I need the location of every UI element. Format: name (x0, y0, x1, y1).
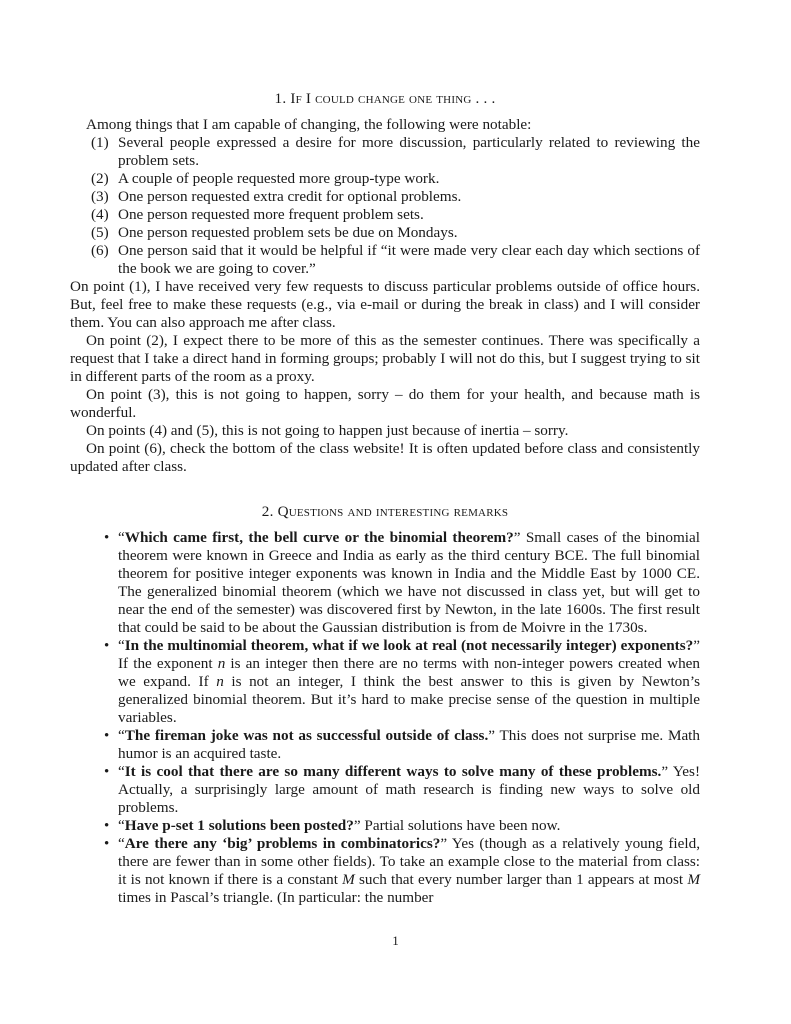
answer-text: This does not surprise me. Math humor is an acquired taste. (118, 727, 700, 762)
list-item: (5) One person requested problem sets be due on Mondays. (91, 224, 458, 241)
question-text: The fireman joke was not as successful outside of class. (124, 727, 489, 744)
paragraph-point-2: On point (2), I expect there to be more of this as the semester continues. There was specifically a request that I take a direct hand in forming groups; probably I will not do this, but I suggest trying to sit in different parts of the room as a proxy. (70, 332, 700, 385)
list-item: • “Have p-set 1 solutions been posted?” Partial solutions have been now. (104, 817, 561, 834)
answer-text: Small cases of the binomial theorem were known in Greece and India as early as the third century BCE. The full binomial theorem for positive integer exponents was known in India and the Middle East by 1000 CE. The generalized binomial theorem (which we have not discussed in class yet, but will get to near the end of the semester) was discovered first by Newton, in the late 1600s. The first result that could be said to be about the Gaussian distribution is from de Moivre in the 1730s. (118, 529, 700, 636)
change-requests-list (70, 134, 700, 278)
math-variable: n (216, 673, 224, 690)
question-text: Which came first, the bell curve or the binomial theorem? (124, 529, 514, 546)
bullet-icon: • (104, 836, 110, 852)
question-text: It is cool that there are so many different ways to solve many of these problems. (124, 763, 662, 780)
document-page (70, 88, 700, 907)
paragraph-point-3: On point (3), this is not going to happen, sorry – do them for your health, and because math is wonderful. (70, 386, 700, 421)
list-item: (6) One person said that it would be helpful if “it were made very clear each day which sections of the book we are going to cover.” (91, 242, 700, 277)
bullet-icon: • (104, 728, 110, 744)
question-text: Are there any ‘big’ problems in combinatorics? (124, 835, 441, 852)
answer-text: Yes! Actually, a surprisingly large amount of math research is finding new ways to solve old problems. (118, 763, 701, 816)
question-text: Have p-set 1 solutions been posted? (124, 817, 354, 834)
page-number: 1 (392, 933, 399, 948)
section-1-intro: Among things that I am capable of changing, the following were notable: (86, 116, 532, 133)
questions-list (70, 529, 700, 907)
list-item: • “Which came first, the bell curve or the binomial theorem?” Small cases of the binomial theorem were known in Greece and India as early as the third century BCE. The full binomial theorem for positive integer exponents was known in India and the Middle East by 1000 CE. The generalized binomial theorem (which we have not discussed in class yet, but will get to near the end of the semester) was discovered first by Newton, in the late 1600s. The first result that could be said to be about the Gaussian distribution is from de Moivre in the 1730s. (104, 529, 700, 636)
bullet-icon: • (104, 530, 110, 546)
section-1-title: 1. If I could change one thing . . . (274, 90, 496, 107)
paragraph-point-1: On point (1), I have received very few requests to discuss particular problems outside of office hours. But, feel free to make these requests (e.g., via e-mail or during the break in class) and I will consider them. You can also approach me after class. (70, 278, 700, 331)
list-item: (3) One person requested extra credit for optional problems. (91, 188, 462, 205)
math-variable: M (342, 871, 355, 888)
list-item: (1) Several people expressed a desire for more discussion, particularly related to reviewing the problem sets. (91, 134, 700, 169)
bullet-icon: • (104, 764, 110, 780)
bullet-icon: • (104, 818, 110, 834)
paragraph-point-6: On point (6), check the bottom of the class website! It is often updated before class and consistently updated after class. (70, 440, 700, 475)
math-variable: n (217, 655, 226, 672)
list-item: • “Are there any ‘big’ problems in combinatorics?” Yes (though as a relatively young field, there are fewer than in some other fields). To take an example close to the material from class: it is not known if there is a constant M such that every number larger than 1 appears at most M times in Pascal’s triangle. (In particular: the number (104, 835, 700, 906)
answer-text: Partial solutions have been now. (360, 817, 561, 834)
bullet-icon: • (104, 638, 110, 654)
list-item: (2) A couple of people requested more group-type work. (91, 170, 440, 187)
math-variable: M (687, 871, 700, 888)
question-text: In the multinomial theorem, what if we look at real (not necessarily integer) exponents? (124, 637, 694, 654)
list-item: • “It is cool that there are so many different ways to solve many of these problems.” Yes! Actually, a surprisingly large amount of math research is finding new ways to solve old problems. (104, 763, 701, 816)
paragraph-points-4-5: On points (4) and (5), this is not going to happen just because of inertia – sorry. (86, 422, 569, 439)
section-2-title: 2. Questions and interesting remarks (261, 503, 509, 520)
list-item: • “In the multinomial theorem, what if we look at real (not necessarily integer) exponents?” If the exponent n is an integer then there are no terms with non-integer powers created when we expand. If n is not an integer, I think the best answer to this is given by Newton’s generalized binomial theorem. But it’s hard to make precise sense of the question in multiple variables. (104, 637, 701, 726)
list-item: • “The fireman joke was not as successful outside of class.” This does not surprise me. Math humor is an acquired taste. (104, 727, 700, 762)
list-item: (4) One person requested more frequent problem sets. (91, 206, 424, 223)
